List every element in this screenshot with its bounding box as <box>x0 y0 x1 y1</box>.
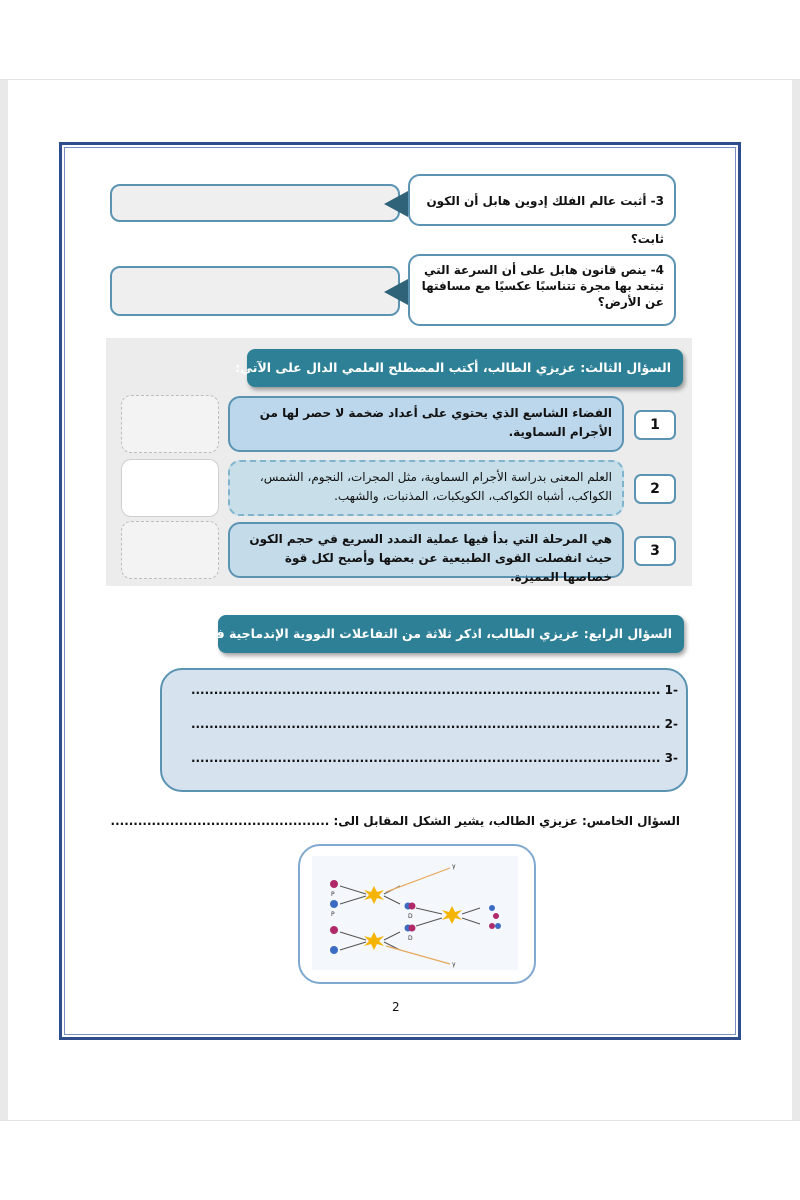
fusion-burst <box>364 886 384 904</box>
page-gutter-left <box>0 80 8 1120</box>
label-p-1: P <box>331 891 335 898</box>
item-number-2: 2 <box>634 474 676 504</box>
answer-line-1[interactable]: -1 ....................................................................................................... <box>190 683 678 697</box>
question-4: 4- ينص قانون هابل على أن السرعة التي تبتعد بها مجرة تتناسبًا عكسيًا مع مسافتها عن الأرض؟ <box>408 254 676 326</box>
gamma-ray-line <box>386 946 450 964</box>
section4-header: السؤال الرابع: عزيزي الطالب، اذكر ثلاثة من التفاعلات النووية الإندماجية في النجوم: <box>218 615 684 653</box>
definition-1: الفضاء الشاسع الذي يحتوي على أعداد ضخمة لا حصر لها من الأجرام السماوية. <box>228 396 624 452</box>
label-d-1: D <box>408 913 413 920</box>
fusion-burst <box>442 906 462 924</box>
definition-3: هي المرحلة التي بدأ فيها عملية التمدد السريع في حجم الكون حيث انفصلت القوى الطبيعية عن بعضها وأصبح لكل قوة خصاصها المميزة. <box>228 522 624 578</box>
page-top-edge <box>0 79 800 80</box>
gamma-ray-line <box>386 868 450 892</box>
section3-header: السؤال الثالث: عزيزي الطالب، أكتب المصطلح العلمي الدال على الآتي: <box>247 349 683 387</box>
page-number: 2 <box>392 1000 400 1014</box>
item-number-3: 3 <box>634 536 676 566</box>
label-gamma-1: γ <box>452 863 456 870</box>
answer-line-3[interactable]: -3 ....................................................................................................... <box>190 751 678 765</box>
proton-particle <box>330 946 338 954</box>
item-number-1: 1 <box>634 410 676 440</box>
label-gamma-2: γ <box>452 961 456 968</box>
deuteron-particle <box>409 925 416 932</box>
helium-particle <box>489 923 495 929</box>
deuteron-particle <box>409 903 416 910</box>
term-answer-3[interactable] <box>121 521 219 579</box>
helium-particle <box>489 905 495 911</box>
answer-box-q3[interactable] <box>110 184 400 222</box>
proton-particle <box>330 880 338 888</box>
label-p-2: P <box>331 911 335 918</box>
helium-particle <box>495 923 501 929</box>
arrow-q3 <box>384 191 408 217</box>
page-bottom-edge <box>0 1120 800 1121</box>
fusion-diagram-svg <box>312 856 518 970</box>
term-answer-1[interactable] <box>121 395 219 453</box>
proton-particle <box>330 926 338 934</box>
arrow-q4 <box>384 279 408 305</box>
proton-particle <box>330 900 338 908</box>
page-gutter-right <box>792 80 800 1120</box>
term-answer-2[interactable] <box>121 459 219 517</box>
fusion-burst <box>364 932 384 950</box>
section5-question: السؤال الخامس: عزيزي الطالب، يشير الشكل المقابل الى: ................................................ <box>110 814 680 828</box>
answer-box-q4[interactable] <box>110 266 400 316</box>
definition-2: العلم المعنى بدراسة الأجرام السماوية، مثل المجرات، النجوم، الشمس، الكواكب، أشباه الكواكب، الكويكبات، المذنبات، والشهب. <box>228 460 624 516</box>
label-d-2: D <box>408 935 413 942</box>
helium-particle <box>493 913 499 919</box>
answer-line-2[interactable]: -2 ....................................................................................................... <box>190 717 678 731</box>
fusion-diagram <box>312 856 518 970</box>
question-3: 3- أثبت عالم الفلك إدوين هابل أن الكون ثابت؟ <box>408 174 676 226</box>
